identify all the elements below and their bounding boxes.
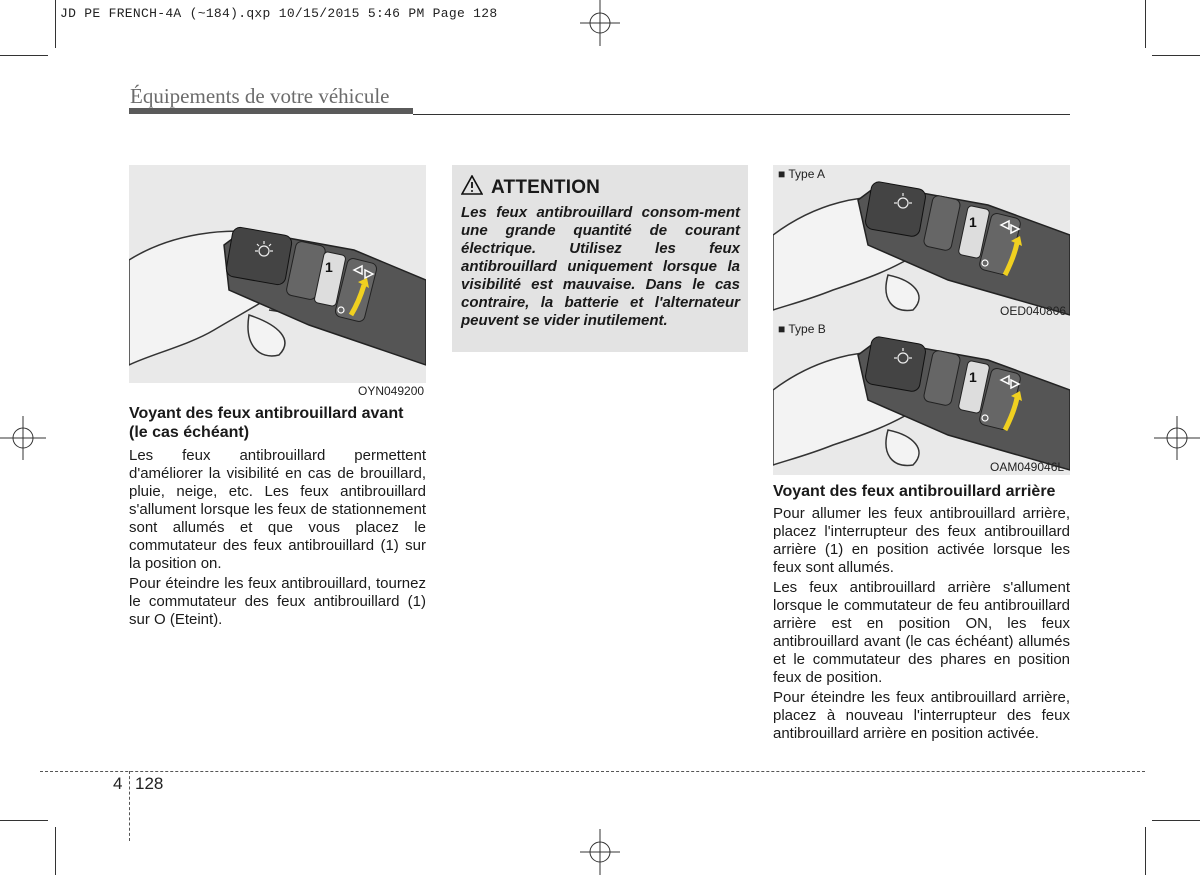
front-fog-paragraph: Pour éteindre les feux antibrouillard, tournez le commutateur des feux antibrouillard (1) sur O (Eteint). xyxy=(129,575,426,628)
header-rule-thin xyxy=(413,114,1070,115)
front-fog-paragraph: Les feux antibrouillard permettent d'améliorer la visibilité en cas de brouillard, pluie, neige, etc. Les feux antibrouillard s'allument lorsque les feux de stationnement sont allumés et que vous placez le commutateur des feux antibrouillard (1) sur la position on. xyxy=(129,447,426,572)
type-a-label: ■ Type A xyxy=(778,167,826,181)
knob-label: 1 xyxy=(969,214,977,230)
figure-code: OED040806 xyxy=(1000,304,1067,318)
attention-box xyxy=(452,165,748,352)
rear-fog-switch-type-b xyxy=(773,320,1070,475)
fog-switch-illustration xyxy=(129,165,426,383)
attention-title: ATTENTION xyxy=(491,176,601,198)
type-b-label: ■ Type B xyxy=(778,322,826,336)
rear-fog-paragraph: Pour éteindre les feux antibrouillard arrière, placez à nouveau l'interrupteur des feux antibrouillard arrière en position activée. xyxy=(773,689,1070,742)
section-title: Équipements de votre véhicule xyxy=(130,84,390,108)
page-number: 128 xyxy=(135,774,164,793)
rear-fog-paragraph: Les feux antibrouillard arrière s'allument lorsque le commutateur de feu antibrouillard arrière est en position ON, les feux antibrouillard avant (le cas échéant) allumés et le commutateur des phares en position feux de position. xyxy=(773,579,1070,686)
rear-fog-paragraph: Pour allumer les feux antibrouillard arrière, placez l'interrupteur des feux antibrouillard arrière (1) en position activée lorsque les feux sont allumés. xyxy=(773,505,1070,576)
registration-mark-icon xyxy=(0,414,46,462)
front-fog-section xyxy=(129,404,426,629)
attention-body: Les feux antibrouillard consom-ment une grande quantité de courant électrique. Utilisez les feux antibrouillard uniquement lorsque la visibilité est mauvaise. Dans le cas contraire, la batterie et l'alternateur peuvent se vider inutilement. xyxy=(461,204,740,329)
figure-code: OYN049200 xyxy=(358,384,425,398)
print-slug: JD PE FRENCH-4A (~184).qxp 10/15/2015 5:46 PM Page 128 xyxy=(60,6,498,21)
figure-type-a xyxy=(773,165,1070,320)
rear-fog-section xyxy=(773,482,1070,743)
footer-divider xyxy=(129,771,130,841)
registration-mark-icon xyxy=(1154,414,1200,462)
rear-fog-switch-type-a xyxy=(773,165,1070,320)
footer-rule xyxy=(40,771,1145,772)
knob-label: 1 xyxy=(969,369,977,385)
chapter-number: 4 xyxy=(113,774,123,793)
front-fog-heading: Voyant des feux antibrouillard avant (le cas échéant) xyxy=(129,405,404,441)
rear-fog-heading: Voyant des feux antibrouillard arrière xyxy=(773,483,1056,500)
figure-code: OAM049046L xyxy=(990,460,1065,474)
knob-label: 1 xyxy=(325,259,333,275)
registration-mark-icon xyxy=(576,829,624,875)
warning-icon xyxy=(461,175,483,200)
registration-mark-icon xyxy=(576,0,624,46)
figure-type-b xyxy=(773,320,1070,475)
header-rule xyxy=(129,108,413,114)
figure-fog-switch-front xyxy=(129,165,426,383)
